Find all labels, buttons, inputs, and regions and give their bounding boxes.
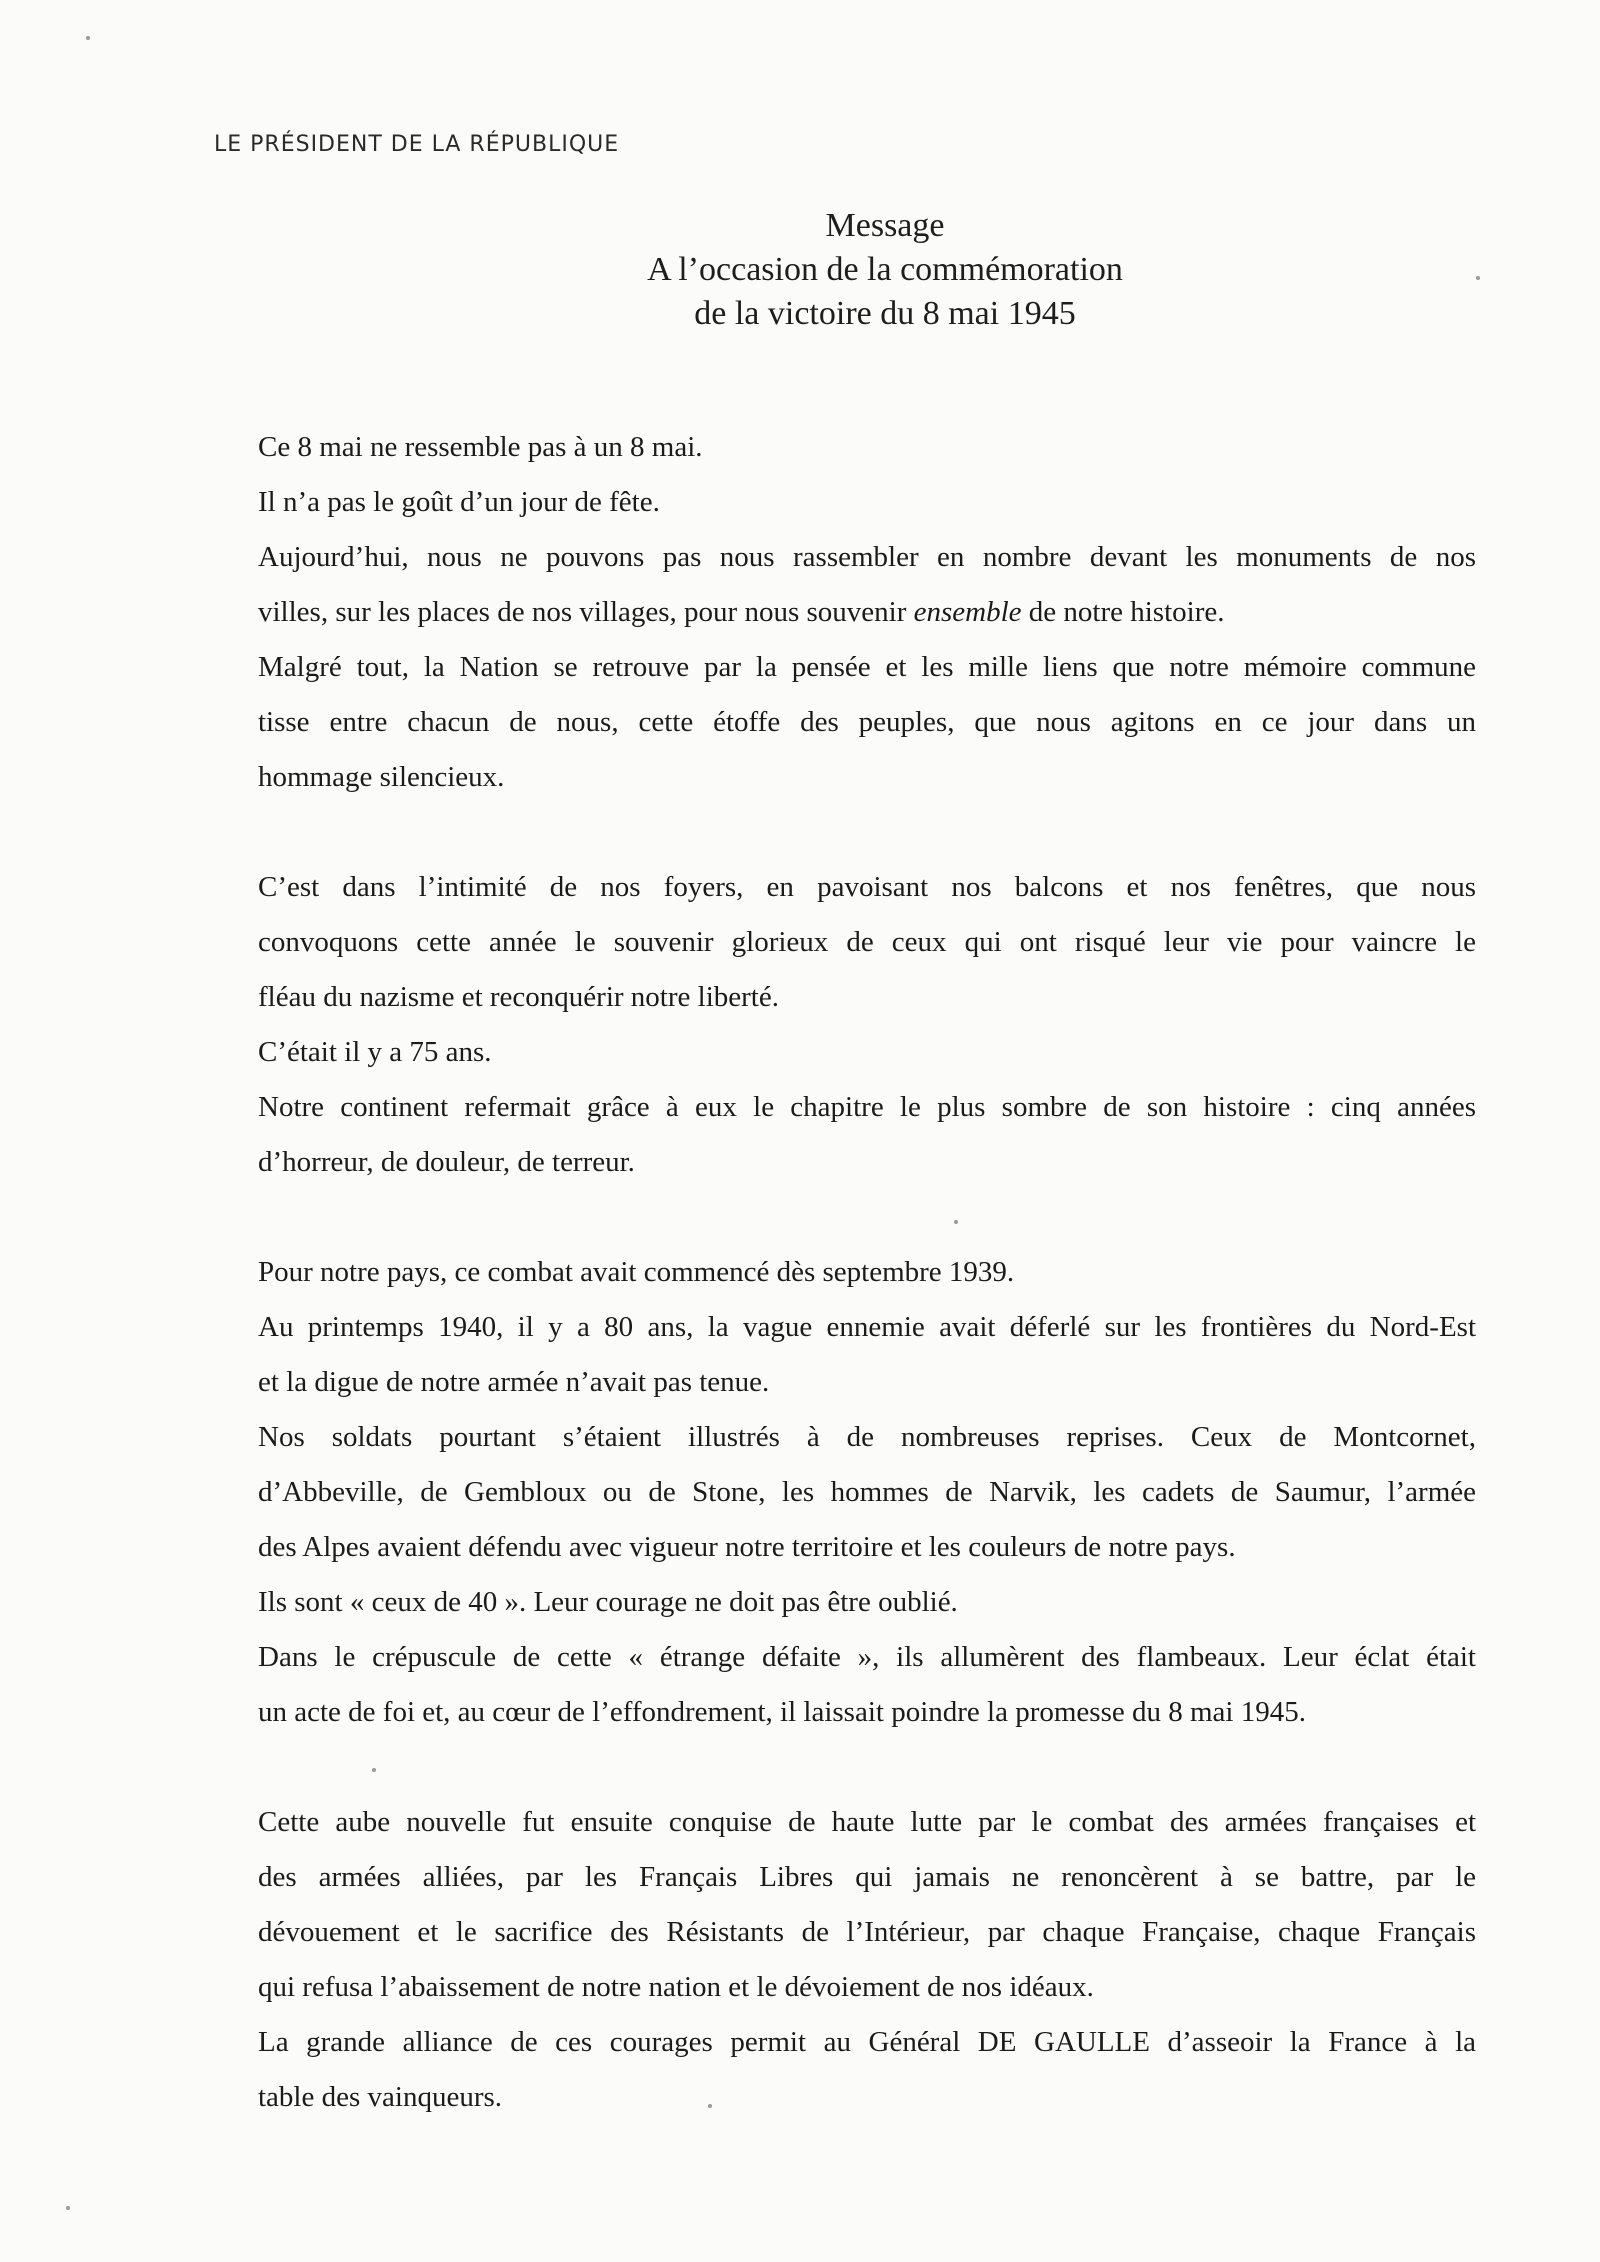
text-line: table des vainqueurs. xyxy=(258,2081,503,2113)
text-line: fléau du nazisme et reconquérir notre liberté. xyxy=(258,981,779,1013)
emphasis-text: ensemble xyxy=(913,596,1022,628)
text-line: convoquons cette année le souvenir glorieux de ceux qui ont risqué leur vie pour vaincre le xyxy=(258,926,1476,958)
text-line: C’était il y a 75 ans. xyxy=(258,1036,492,1068)
title-line-2: A l’occasion de la commémoration xyxy=(647,251,1123,288)
text-line: dévouement et le sacrifice des Résistants de l’Intérieur, par chaque Française, chaque Français xyxy=(258,1916,1476,1948)
text-line: d’horreur, de douleur, de terreur. xyxy=(258,1146,635,1178)
text-line: La grande alliance de ces courages permit au Général DE GAULLE d’asseoir la France à la xyxy=(258,2026,1476,2058)
paragraph-2 xyxy=(258,860,1476,1190)
scan-speck xyxy=(66,2206,70,2210)
text-line: Au printemps 1940, il y a 80 ans, la vague ennemie avait déferlé sur les frontières du Nord-Est xyxy=(258,1311,1476,1343)
text-line: Il n’a pas le goût d’un jour de fête. xyxy=(258,486,660,518)
scan-speck xyxy=(1476,276,1480,280)
scan-speck xyxy=(708,2104,712,2108)
text-line xyxy=(258,585,1476,640)
text-line: Nos soldats pourtant s’étaient illustrés à de nombreuses reprises. Ceux de Montcornet, xyxy=(258,1421,1476,1453)
text-line: d’Abbeville, de Gembloux ou de Stone, les hommes de Narvik, les cadets de Saumur, l’armée xyxy=(258,1476,1476,1508)
text-line: et la digue de notre armée n’avait pas tenue. xyxy=(258,1366,770,1398)
text-line: Aujourd’hui, nous ne pouvons pas nous rassembler en nombre devant les monuments de nos xyxy=(258,541,1476,573)
text-run: de notre histoire. xyxy=(1021,596,1225,628)
text-line: tisse entre chacun de nous, cette étoffe des peuples, que nous agitons en ce jour dans un xyxy=(258,706,1476,738)
text-line: Pour notre pays, ce combat avait commencé dès septembre 1939. xyxy=(258,1256,1015,1288)
message-body xyxy=(258,420,1476,2125)
text-run: villes, sur les places de nos villages, pour nous souvenir xyxy=(258,596,914,628)
scan-speck xyxy=(954,1220,958,1224)
message-title xyxy=(550,204,1220,336)
text-line: Dans le crépuscule de cette « étrange défaite », ils allumèrent des flambeaux. Leur éclat était xyxy=(258,1641,1476,1673)
text-line: des Alpes avaient défendu avec vigueur notre territoire et les couleurs de notre pays. xyxy=(258,1531,1236,1563)
text-line: un acte de foi et, au cœur de l’effondrement, il laissait poindre la promesse du 8 mai 1945. xyxy=(258,1696,1306,1728)
text-line: hommage silencieux. xyxy=(258,761,505,793)
text-line: Cette aube nouvelle fut ensuite conquise de haute lutte par le combat des armées françaises et xyxy=(258,1806,1476,1838)
paragraph-4 xyxy=(258,1795,1476,2125)
text-line: Notre continent refermait grâce à eux le chapitre le plus sombre de son histoire : cinq années xyxy=(258,1091,1476,1123)
title-line-3: de la victoire du 8 mai 1945 xyxy=(694,295,1076,332)
text-line: Ils sont « ceux de 40 ». Leur courage ne doit pas être oublié. xyxy=(258,1586,958,1618)
text-line: Ce 8 mai ne ressemble pas à un 8 mai. xyxy=(258,431,703,463)
letterhead: LE PRÉSIDENT DE LA RÉPUBLIQUE xyxy=(214,132,620,157)
text-line: C’est dans l’intimité de nos foyers, en pavoisant nos balcons et nos fenêtres, que nous xyxy=(258,871,1476,903)
paragraph-3 xyxy=(258,1245,1476,1740)
scan-speck xyxy=(372,1768,376,1772)
title-line-1: Message xyxy=(825,207,945,244)
text-line: Malgré tout, la Nation se retrouve par la pensée et les mille liens que notre mémoire commune xyxy=(258,651,1476,683)
text-line: qui refusa l’abaissement de notre nation et le dévoiement de nos idéaux. xyxy=(258,1971,1094,2003)
text-line: des armées alliées, par les Français Libres qui jamais ne renoncèrent à se battre, par le xyxy=(258,1861,1476,1893)
scan-speck xyxy=(86,36,90,40)
paragraph-1 xyxy=(258,420,1476,805)
